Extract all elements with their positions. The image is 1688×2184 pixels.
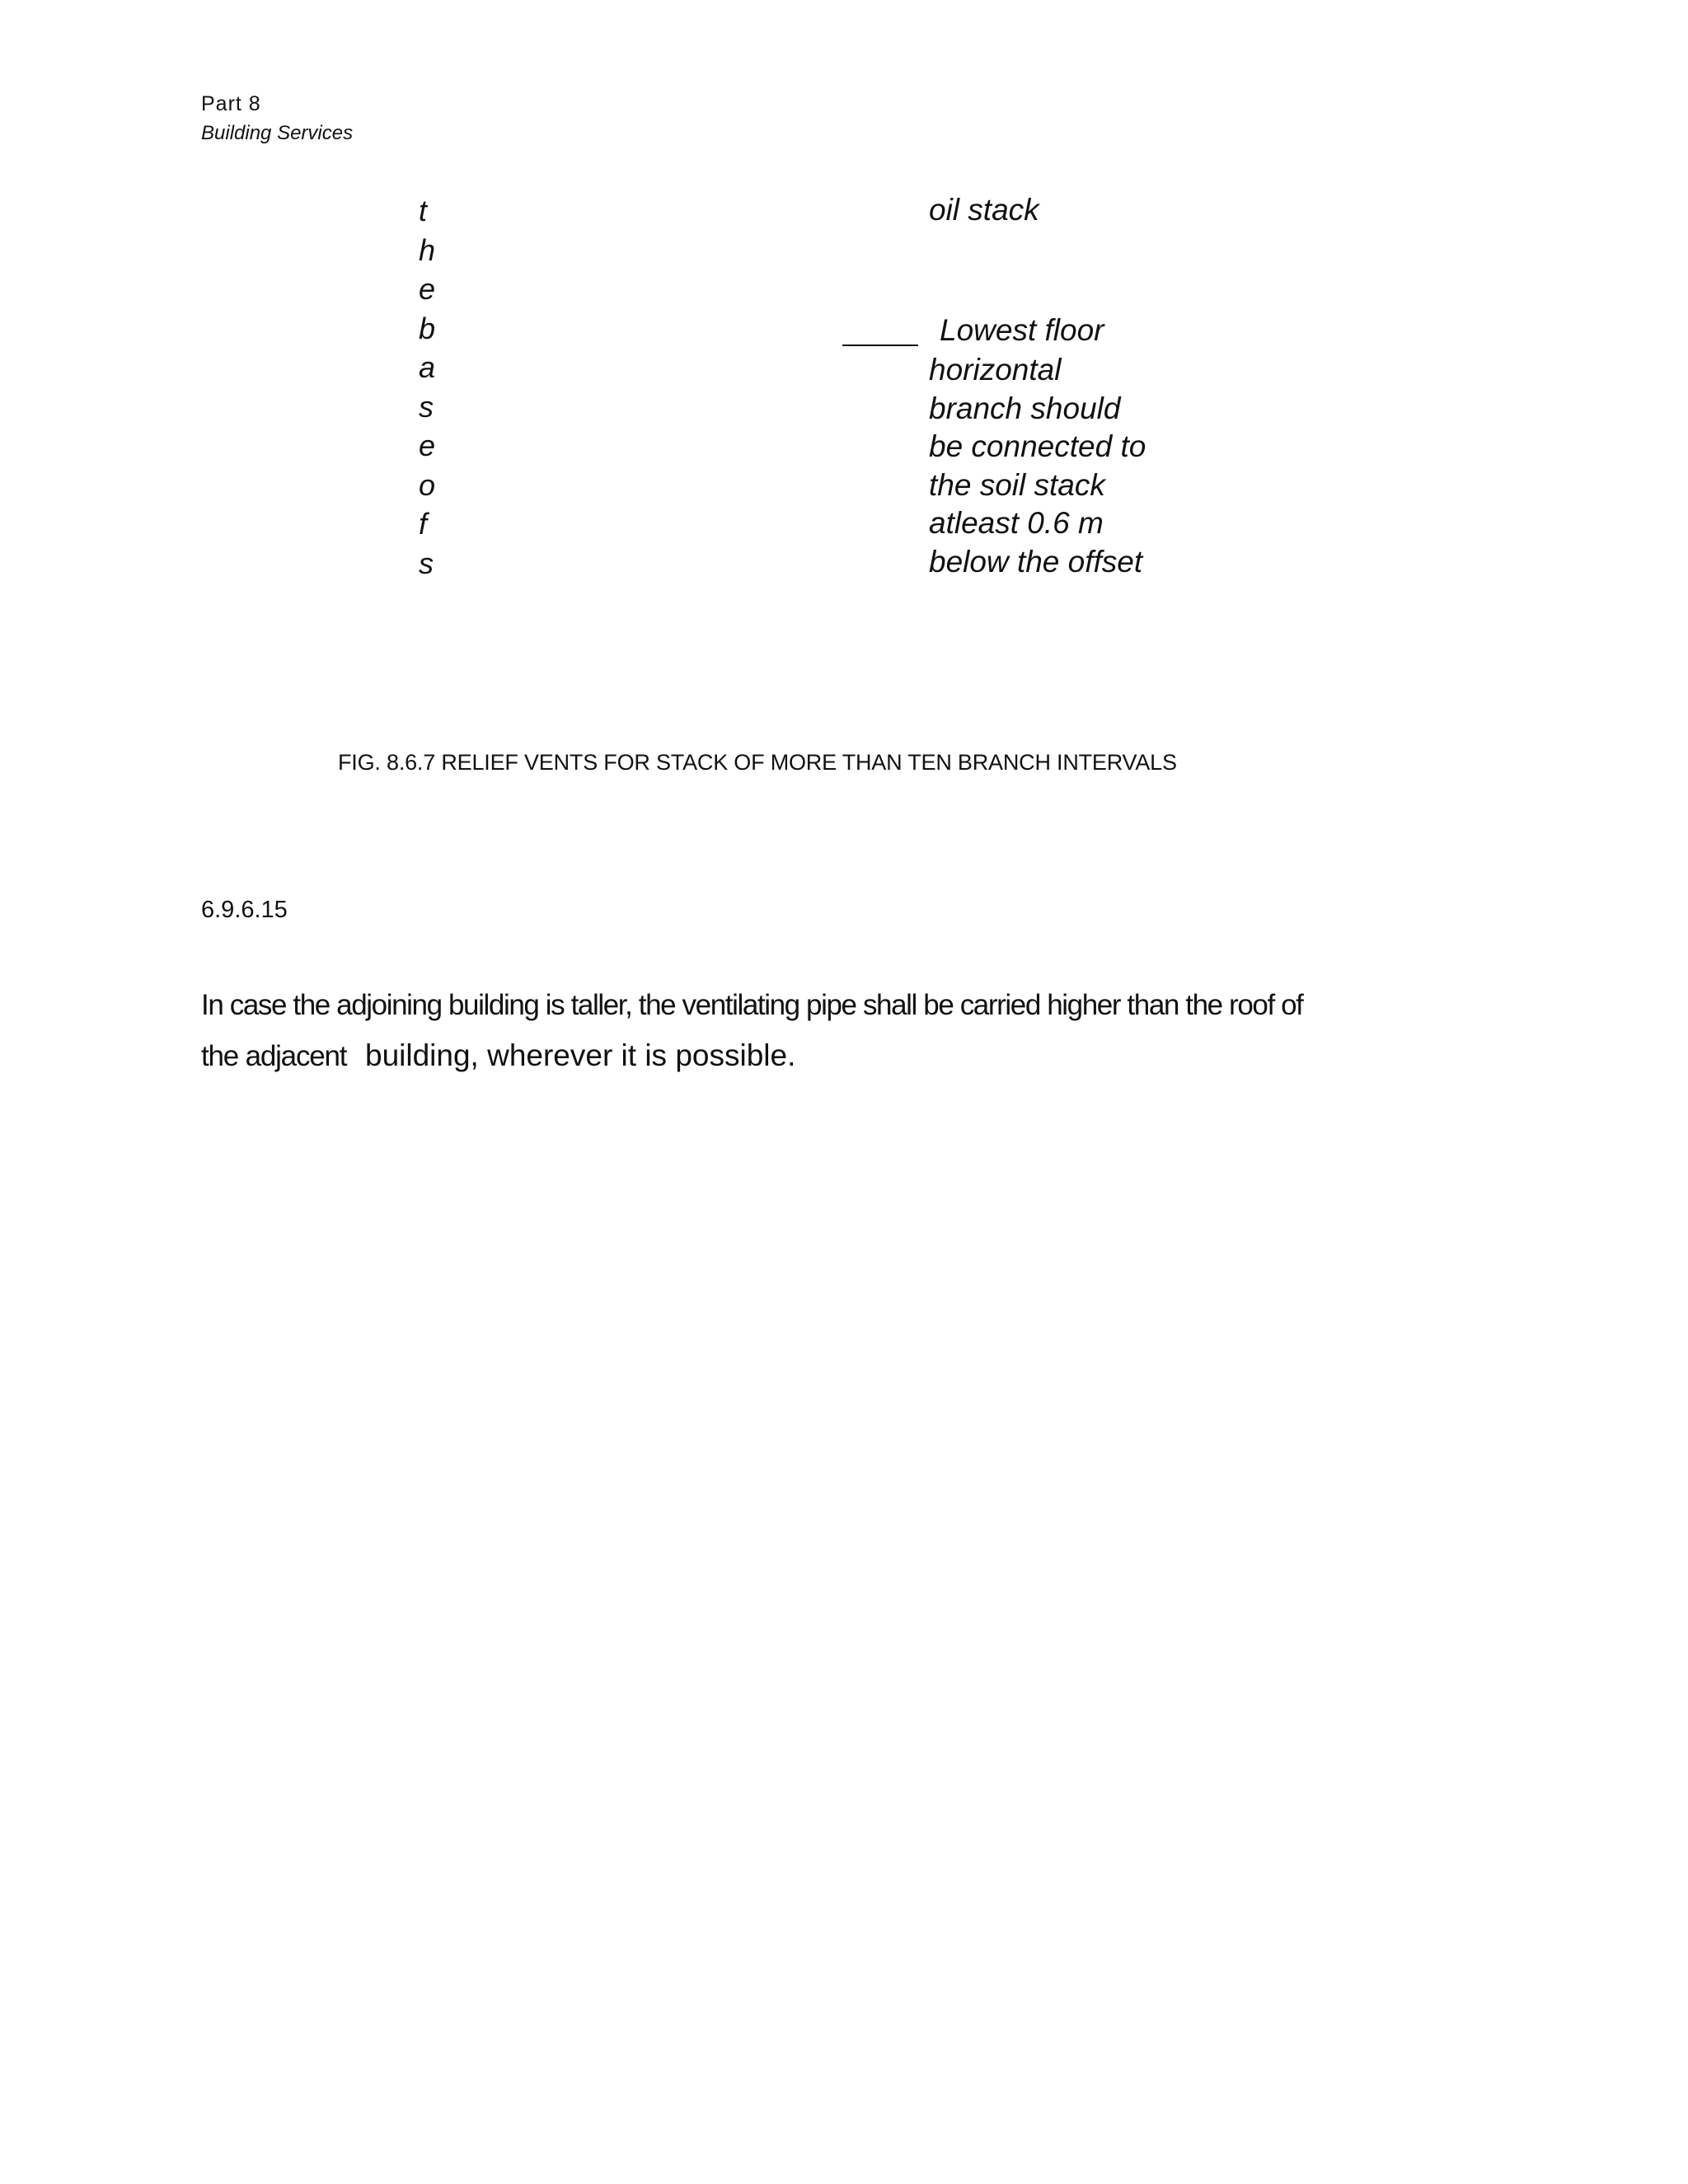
figure-pointer-line xyxy=(842,344,918,346)
vertical-letter: e xyxy=(419,429,436,462)
vertical-letter: b xyxy=(419,311,436,345)
section-number: 6.9.6.15 xyxy=(201,897,288,923)
vertical-letter: o xyxy=(419,467,436,502)
figure-note-line: atleast 0.6 m xyxy=(929,506,1104,540)
header-section-label: Building Services xyxy=(201,122,354,144)
figure-note-line: horizontal xyxy=(929,353,1062,387)
figure-soil-stack-label: oil stack xyxy=(929,193,1039,227)
vertical-letter: t xyxy=(419,194,428,227)
vertical-letter: e xyxy=(419,272,436,306)
vertical-letter: s xyxy=(419,546,434,580)
figure-note-line: the soil stack xyxy=(929,467,1105,502)
figure-note-line: below the offset xyxy=(929,544,1143,579)
vertical-letter: s xyxy=(419,389,434,424)
figure-caption: FIG. 8.6.7 RELIEF VENTS FOR STACK OF MORE THAN TEN BRANCH INTERVALS xyxy=(338,750,1177,775)
vertical-letter: a xyxy=(419,350,436,384)
figure-vertical-label xyxy=(419,191,452,583)
figure-note xyxy=(929,351,1146,581)
figure-note-line: branch should xyxy=(929,391,1121,425)
figure-lowest-floor-label: Lowest floor xyxy=(940,313,1104,347)
paragraph-line-start: the adjacent xyxy=(201,1040,347,1072)
vertical-letter: f xyxy=(419,507,428,541)
paragraph-line-end: building, wherever it is possible. xyxy=(365,1038,796,1072)
vertical-letter: h xyxy=(419,232,436,267)
header-part-label: Part 8 xyxy=(201,92,261,115)
figure-note-line: be connected to xyxy=(929,429,1146,463)
paragraph-line: In case the adjoining building is taller, the ventilating pipe shall be carried higher than the roof of xyxy=(201,989,1303,1021)
